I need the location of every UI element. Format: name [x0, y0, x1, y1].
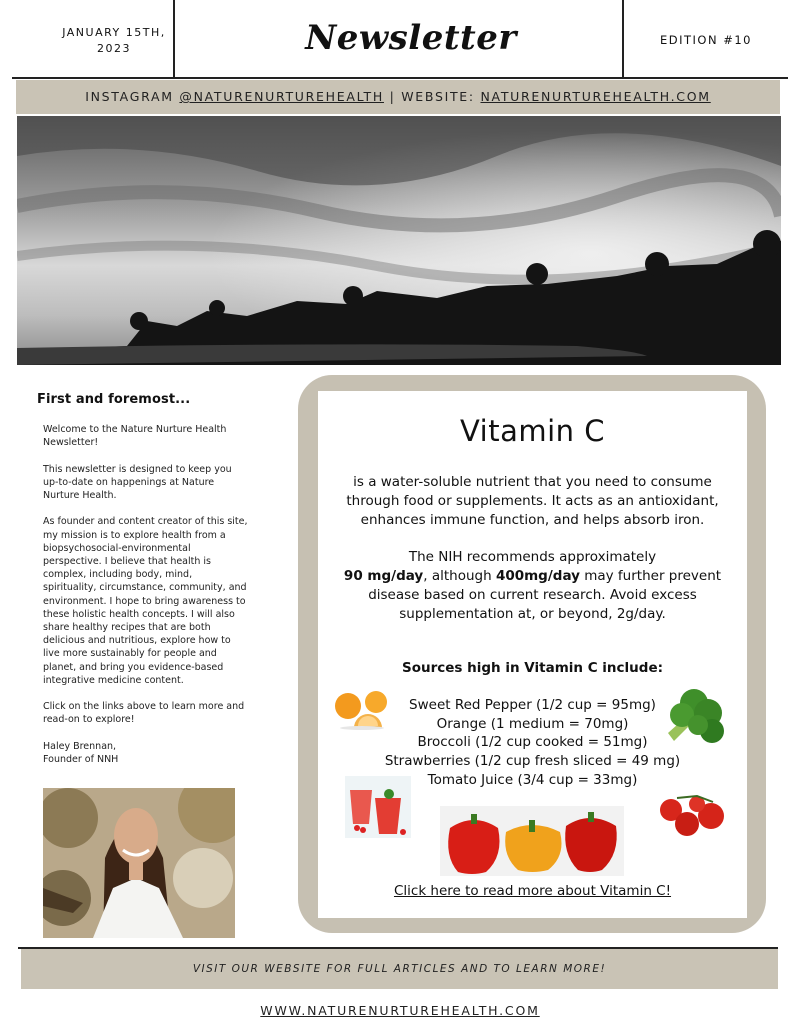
newsletter-header [12, 0, 788, 79]
footer-website-link[interactable]: WWW.NATURENURTUREHEALTH.COM [260, 1003, 540, 1018]
edition-number: EDITION #10 [659, 33, 752, 47]
nih-mid: , although [423, 568, 496, 584]
intro-paragraph: This newsletter is designed to keep you up-to-date on happenings at Nature Nurture Health. [43, 463, 232, 501]
social-bar [16, 80, 780, 114]
source-item: Tomato Juice (3/4 cup = 33mg) [427, 771, 638, 788]
vitamin-c-more-link[interactable]: Click here to read more about Vitamin C! [393, 883, 672, 899]
intro-paragraph: Welcome to the Nature Nurture Health Newsletter! [43, 424, 227, 449]
source-item: Strawberries (1/2 cup fresh sliced = 49 mg) [384, 753, 681, 770]
sources-heading: Sources high in Vitamin C include: [401, 660, 664, 676]
intro-paragraph: As founder and content creator of this site, my mission is to explore health from a biopsychosocial-environmental perspective. I believe that health is complex, including body, mind, spirituality, circumstance, community, and environment. I hope to bring awareness to these holistic health concepts. I will also share healthy recipes that are both delicious and nutritious, explore how to live more sustainably for people and planet, and bring you evidence-based integrative medicine content. [43, 516, 248, 686]
signature-name: Haley Brennan, [43, 740, 117, 752]
signature-title: Founder of NNH [43, 754, 119, 766]
nih-rest: may further prevent disease based on current research. Avoid excess supplementation at, or beyond, 2g/day. [368, 568, 722, 622]
intro-heading: First and foremost... [37, 392, 191, 407]
peppers-illustration [440, 806, 624, 876]
rda-value: 90 mg/day [343, 568, 424, 584]
social-separator: | WEBSITE: [383, 89, 481, 104]
tomatoes-illustration [657, 792, 727, 838]
vitamin-description: is a water-soluble nutrient that you need to consume through food or supplements. It acts as an antioxidant, enhances immune function, and helps absorb iron. [346, 474, 719, 528]
source-item: Broccoli (1/2 cup cooked = 51mg) [417, 734, 648, 751]
nih-recommendation [330, 548, 735, 624]
intro-body [43, 423, 248, 766]
orange-illustration [332, 688, 394, 730]
newsletter-title: Newsletter [305, 18, 517, 58]
instagram-label: INSTAGRAM [85, 89, 180, 104]
vitamin-title: Vitamin C [459, 414, 606, 448]
instagram-link[interactable]: @NATURENURTUREHEALTH [179, 89, 384, 104]
footer-banner: VISIT OUR WEBSITE FOR FULL ARTICLES AND TO LEARN MORE! [21, 949, 778, 989]
upper-value: 400mg/day [495, 568, 580, 584]
source-item: Sweet Red Pepper (1/2 cup = 95mg) [409, 697, 656, 713]
header-divider-left [173, 0, 175, 79]
broccoli-illustration [654, 683, 728, 749]
intro-paragraph: Click on the links above to learn more and read-on to explore! [43, 701, 245, 726]
founder-portrait [43, 788, 235, 938]
hero-landscape-photo [17, 116, 781, 365]
issue-date: JANUARY 15TH, 2023 [62, 26, 166, 55]
website-link[interactable]: NATURENURTUREHEALTH.COM [480, 89, 711, 104]
juice-illustration [345, 776, 411, 838]
sources-list [370, 696, 695, 790]
source-item: Orange (1 medium = 70mg) [436, 715, 629, 732]
nih-intro: The NIH recommends approximately [408, 549, 657, 565]
